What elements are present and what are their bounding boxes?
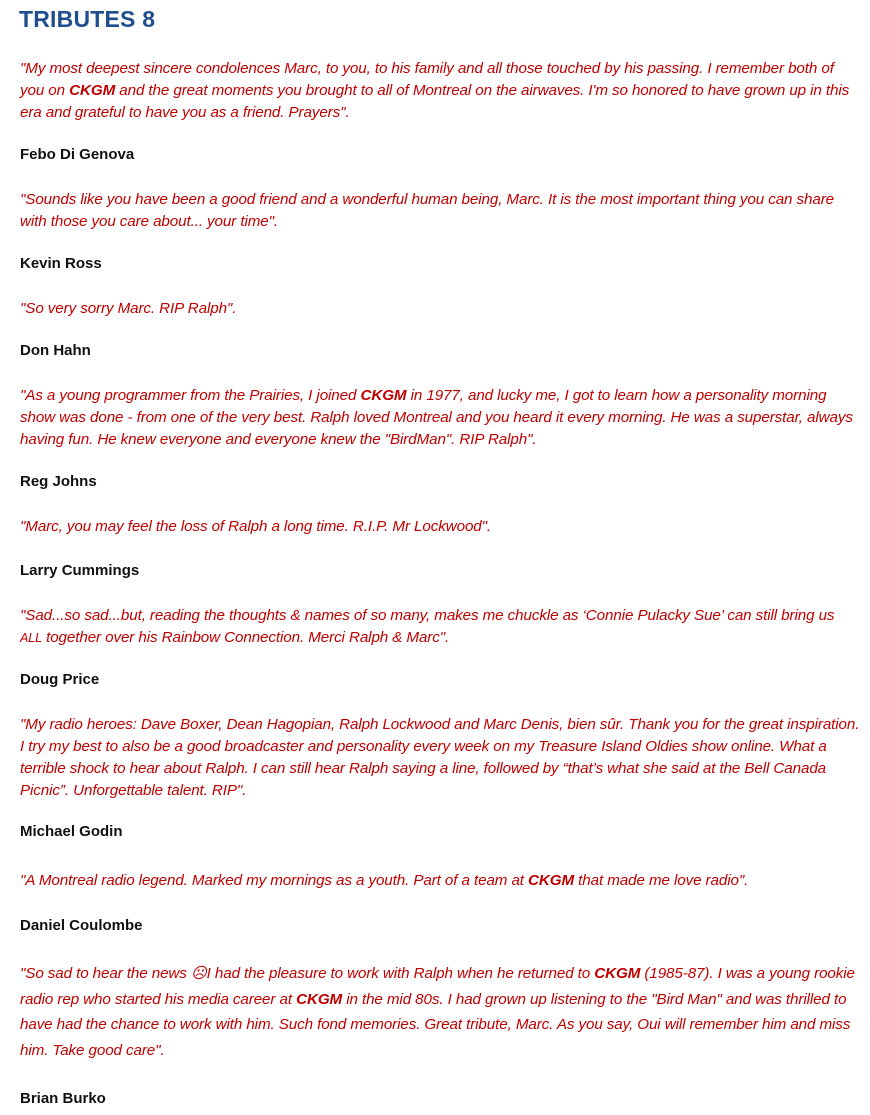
tribute-author: Febo Di Genova — [20, 146, 135, 163]
tribute-quote: "A Montreal radio legend. Marked my mornings as a youth. Part of a team at CKGM that made me love radio". — [20, 872, 749, 889]
tribute-quote: "Sounds like you have been a good friend and a wonderful human being, Marc. It is the most important thing you can share with those you care about... your time". — [20, 191, 835, 230]
tribute-quote: "As a young programmer from the Prairies, I joined CKGM in 1977, and lucky me, I got to learn how a personality morning show was done - from one of the very best. Ralph loved Montreal and you heard it every morning. He was a superstar, always having fun. He knew everyone and everyone knew the "BirdMan". RIP Ralph". — [20, 387, 853, 448]
tribute-author: Reg Johns — [20, 473, 97, 490]
station-name: CKGM — [360, 387, 407, 404]
tribute-author: Daniel Coulombe — [20, 917, 143, 934]
tribute-quote: "My radio heroes: Dave Boxer, Dean Hagopian, Ralph Lockwood and Marc Denis, bien sûr. Thank you for the great inspiration. I try my best to also be a good broadcaster and personality every week on my Treasure Island Oldies show online. What a terrible shock to hear about Ralph. I can still hear Ralph saying a line, followed by “that’s what she said at the Bell Canada Picnic”. Unforgettable talent. RIP". — [20, 716, 860, 799]
tribute-author: Don Hahn — [20, 342, 91, 359]
tribute-author: Larry Cummings — [20, 562, 140, 579]
station-name: CKGM — [69, 82, 116, 99]
station-name: CKGM — [594, 965, 641, 982]
tribute-quote: "My most deepest sincere condolences Marc, to you, to his family and all those touched by his passing. I remember both of you on CKGM and the great moments you brought to all of Montreal on the airwaves. I'm so honored to have grown up in this era and grateful to have you as a friend. Prayers". — [20, 60, 850, 121]
page-title: TRIBUTES 8 — [19, 6, 156, 32]
tribute-author: Kevin Ross — [20, 255, 102, 272]
station-name: CKGM — [296, 990, 343, 1008]
tribute-quote: "So sad to hear the news ☹I had the pleasure to work with Ralph when he returned to CKGM (1985-87). I was a young rookie radio rep who started his media career at CKGM in the mid 80s. I had grown up listening to the "Bird Man" and was thrilled to have had the chance to work with him. Such fond memories. Great tribute, Marc. As you say, Oui will remember him and miss him. Take good care". — [20, 965, 855, 1059]
station-name: CKGM — [528, 872, 575, 889]
tribute-quote: "Sad...so sad...but, reading the thoughts & names of so many, makes me chuckle as ‘Connie Pulacky Sue’ can still bring us ALL together over his Rainbow Connection. Merci Ralph & Marc". — [20, 607, 835, 646]
tribute-author: Doug Price — [20, 671, 100, 688]
tribute-author: Brian Burko — [20, 1090, 106, 1107]
emphasis-text: ALL — [20, 631, 42, 645]
tribute-quote: "So very sorry Marc. RIP Ralph". — [20, 300, 237, 317]
tribute-author: Michael Godin — [20, 823, 123, 840]
tribute-quote: "Marc, you may feel the loss of Ralph a long time. R.I.P. Mr Lockwood". — [20, 518, 492, 535]
